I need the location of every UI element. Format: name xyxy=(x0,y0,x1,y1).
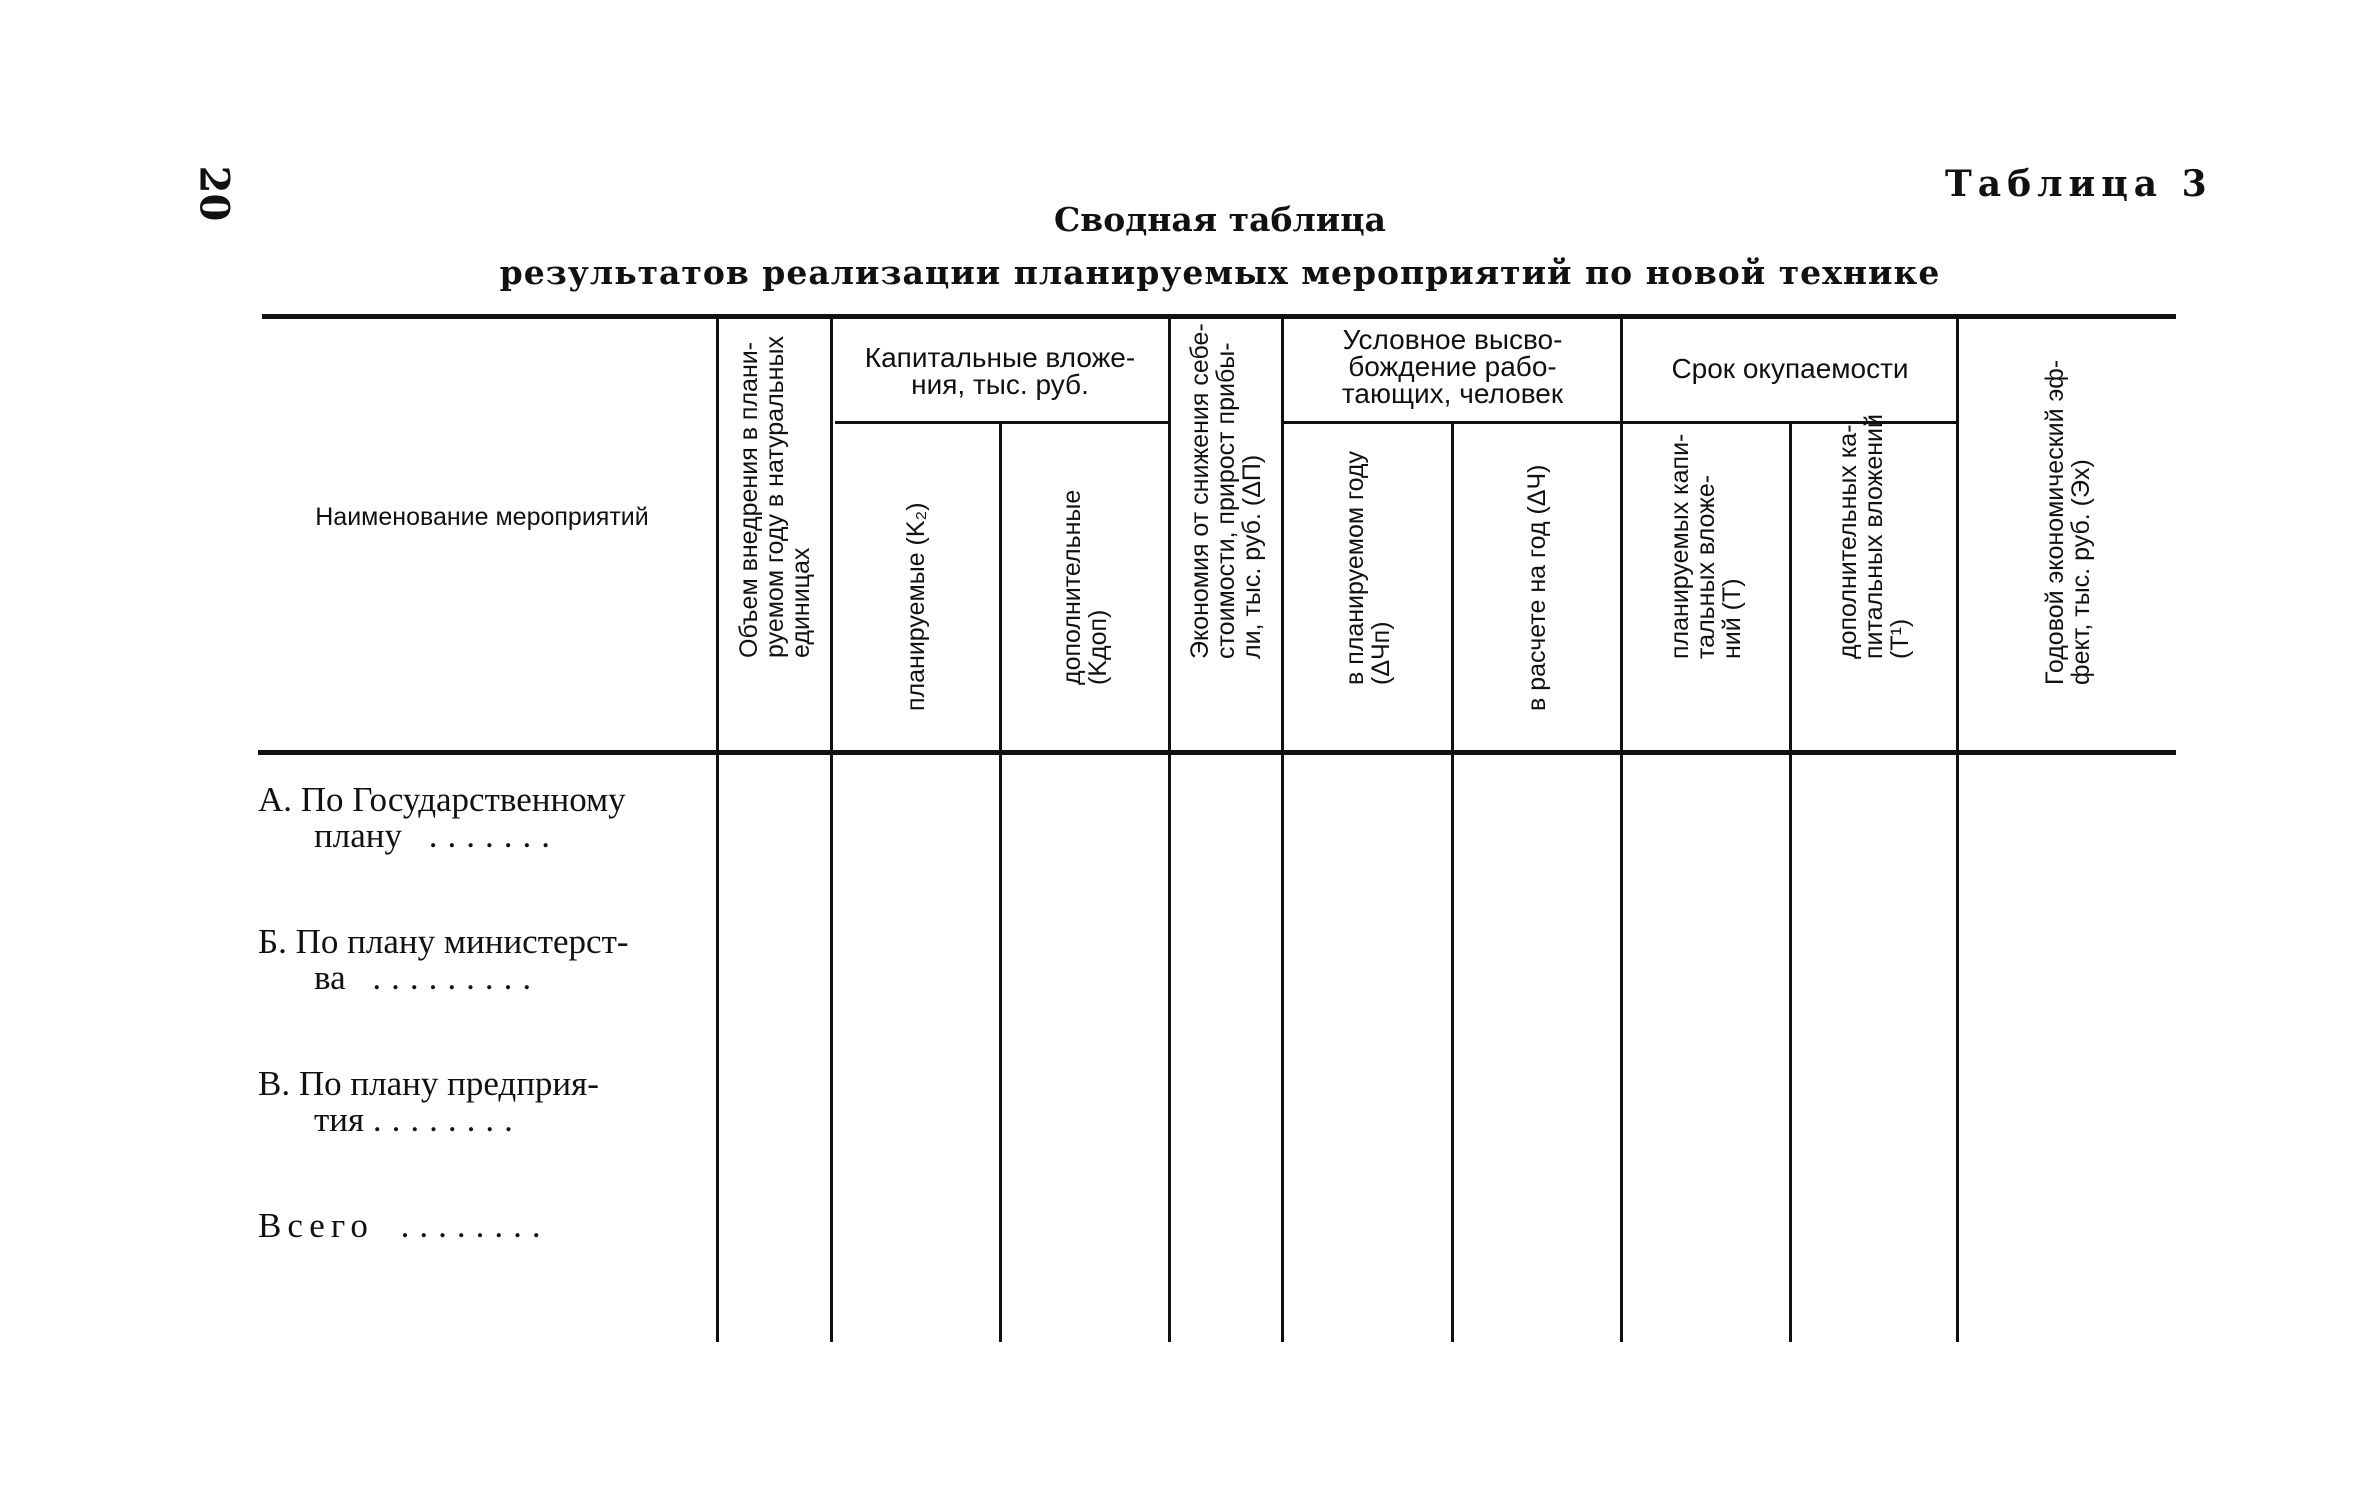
page-number: 20 xyxy=(190,165,238,222)
header-payback-planned xyxy=(1623,432,1789,737)
header-payback-planned-line3: ний (Т) xyxy=(1718,578,1746,659)
header-capital-additional xyxy=(1002,432,1168,737)
header-capital-planned xyxy=(833,432,999,737)
header-name: Наименование мероприятий xyxy=(315,503,649,531)
header-payback-group: Срок окупаемости xyxy=(1671,353,1909,384)
header-payback-additional-line1: дополнительных ка- xyxy=(1834,424,1862,659)
header-capital-additional-line1: дополнительные xyxy=(1058,489,1086,685)
row-total-dots: ........ xyxy=(400,1206,551,1245)
row-ministry-plan-dots: ......... xyxy=(372,958,542,997)
capital-group-rule xyxy=(835,421,1169,424)
header-release-per-year xyxy=(1454,432,1620,737)
row-state-plan xyxy=(258,782,688,854)
header-capital-planned-text: планируемые (K₂) xyxy=(902,502,930,711)
header-annual-effect-line2: фект, тыс. руб. (Эх) xyxy=(2066,459,2095,685)
header-release-planned-year xyxy=(1284,432,1451,737)
row-ministry-plan-line1: Б. По плану министерст- xyxy=(258,922,629,961)
header-economy-line1: Экономия от снижения себе- xyxy=(1186,323,1214,659)
header-volume-line3: единицах xyxy=(786,547,815,658)
header-annual-effect-line1: Годовой экономический эф- xyxy=(2040,359,2069,685)
row-state-plan-dots: ....... xyxy=(428,816,560,855)
header-payback-planned-line2: тальных вложе- xyxy=(1692,474,1720,659)
table-subtitle: результатов реализации планируемых мероприятий по новой технике xyxy=(499,253,1941,292)
row-enterprise-plan-dots: ........ xyxy=(372,1100,523,1139)
row-enterprise-plan xyxy=(258,1066,688,1138)
header-payback-additional-line3: (Т¹) xyxy=(1886,618,1914,659)
header-release-per-year-text: в расчете на год (ΔЧ) xyxy=(1523,464,1551,711)
row-state-plan-line1: А. По Государственному xyxy=(258,780,626,819)
row-ministry-plan xyxy=(258,924,688,996)
row-total-label: Всего xyxy=(258,1206,374,1245)
header-payback-additional xyxy=(1792,414,1956,737)
table-title: Сводная таблица xyxy=(1054,200,1386,239)
header-release-group: Условное высво- бождение рабо- тающих, человек xyxy=(1341,324,1564,409)
header-bottom-rule xyxy=(258,750,2176,755)
row-enterprise-plan-line1: В. По плану предприя- xyxy=(258,1064,599,1103)
header-payback-planned-line1: планируемых капи- xyxy=(1666,433,1694,659)
header-volume-line2: руемом году в натуральных xyxy=(760,336,789,658)
header-economy-line3: ли, тыс. руб. (ΔП) xyxy=(1238,454,1266,659)
top-rule xyxy=(262,314,2176,319)
header-economy xyxy=(1171,323,1281,737)
row-total xyxy=(258,1208,688,1244)
table-label: Таблица 3 xyxy=(1945,163,2213,205)
header-payback-additional-line2: питальных вложений xyxy=(1860,414,1888,659)
row-state-plan-line2: плану xyxy=(314,816,402,855)
header-release-planned-line2: (ΔЧп) xyxy=(1366,621,1395,685)
header-volume xyxy=(719,324,830,736)
header-capital-additional-line2: (Kдоп) xyxy=(1084,609,1112,685)
row-ministry-plan-line2: ва xyxy=(314,958,346,997)
row-enterprise-plan-line2: тия xyxy=(314,1100,365,1139)
header-annual-effect xyxy=(1959,330,2176,737)
header-release-planned-line1: в планируемом году xyxy=(1340,450,1369,685)
header-capital-group: Капитальные вложе- ния, тыс. руб. xyxy=(864,342,1136,400)
header-economy-line2: стоимости, прирост прибы- xyxy=(1212,342,1240,659)
header-volume-line1: Объем внедрения в плани- xyxy=(734,341,763,658)
